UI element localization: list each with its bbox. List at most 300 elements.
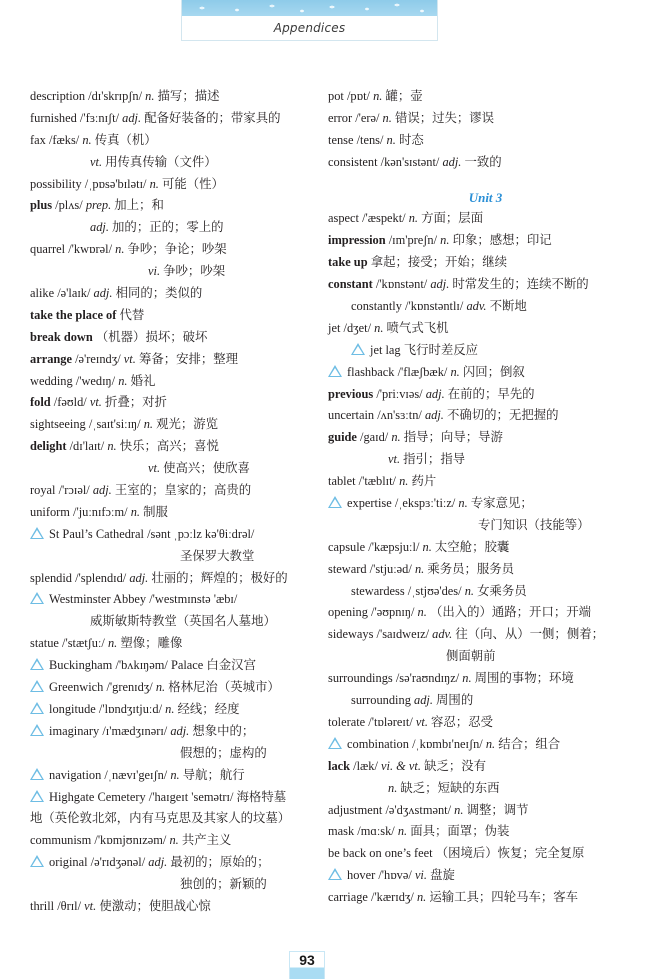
definition: （困境后）恢复；完全复原 (435, 846, 585, 861)
phonetic: /dɪ'skrɪpʃn/ (88, 89, 143, 103)
vocabulary-entry (30, 436, 320, 458)
unit-heading: Unit 3 (468, 189, 503, 205)
headword: longitude (49, 701, 96, 716)
definition: 地（英伦敦北郊，内有马克思及其家人的坟墓） (30, 811, 291, 826)
headword: plus (30, 198, 53, 213)
headword: opening (328, 605, 368, 620)
definition: 争吵；吵架 (163, 264, 226, 279)
part-of-speech: adj. (93, 286, 113, 301)
headword: error (328, 110, 353, 125)
definition: 专门知识（技能等） (478, 517, 590, 532)
vocabulary-entry (30, 480, 320, 502)
vocabulary-entry (30, 874, 320, 896)
vocabulary-entry (328, 537, 623, 559)
vocabulary-entry (30, 174, 320, 196)
definition: 筹备；安排；整理 (138, 351, 239, 366)
phonetic: /ˌkɒmbɪ'neɪʃn/ (412, 736, 483, 751)
definition: 飞行时差反应 (403, 342, 479, 357)
phonetic: /'kwɒrəl/ (68, 242, 113, 257)
part-of-speech: n. (397, 824, 408, 839)
phonetic: /ə'reɪndʒ/ (75, 351, 121, 366)
definition: 观光；游览 (156, 417, 219, 432)
phonetic: /'kɒmjʊnɪzəm/ (94, 833, 167, 848)
definition: 时态 (398, 132, 424, 147)
headword: imaginary (49, 723, 100, 738)
part-of-speech: adj. (424, 408, 444, 423)
vocabulary-entry (30, 392, 320, 414)
headword: uniform (30, 504, 70, 519)
part-of-speech: adj. (425, 386, 445, 401)
part-of-speech: n. (145, 89, 155, 103)
vocabulary-entry (30, 896, 320, 918)
definition: 太空舱；胶囊 (434, 539, 510, 554)
part-of-speech: n. (388, 780, 398, 795)
phonetic: /dʒet/ (343, 320, 372, 335)
definition: 制服 (143, 504, 168, 519)
part-of-speech: n. (417, 605, 427, 620)
phonetic: /pɒt/ (346, 89, 370, 103)
definition: 一致的 (464, 154, 502, 169)
headword: tablet (328, 474, 356, 489)
vocabulary-entry (328, 362, 623, 384)
part-of-speech: n. (130, 504, 140, 519)
page-number: 93 (299, 952, 315, 968)
vocabulary-entry (328, 274, 623, 296)
definition: 不断地 (489, 299, 527, 314)
part-of-speech: n. (454, 802, 464, 817)
headword: Highgate Cemetery (49, 789, 146, 804)
vocabulary-entry (30, 502, 320, 524)
vocabulary-entry (30, 349, 320, 371)
headword: jet (328, 320, 341, 335)
triangle-marker-icon (30, 702, 44, 714)
headword: arrange (30, 351, 72, 366)
definition: 罐；壶 (385, 89, 423, 103)
headword: statue (30, 636, 59, 651)
part-of-speech: vt. (415, 714, 428, 729)
spacer (328, 174, 623, 187)
headword: uncertain (328, 408, 375, 423)
headword: guide (328, 430, 357, 445)
triangle-marker-icon (30, 527, 44, 539)
headword: tolerate (328, 714, 366, 729)
vocabulary-entry (30, 195, 320, 217)
vocabulary-entry (328, 405, 623, 427)
part-of-speech: adj. (170, 723, 190, 738)
headword: capsule (328, 539, 366, 554)
vocabulary-entry (30, 261, 320, 283)
headword: take up (328, 255, 368, 270)
phonetic: /'bʌkɪŋəm/ (115, 658, 168, 673)
part-of-speech: vi. & vt. (381, 758, 421, 773)
vocabulary-entry (328, 493, 623, 515)
phonetic: /ˌekspɜː'tiːz/ (394, 496, 456, 511)
vocabulary-entry (30, 152, 320, 174)
part-of-speech: adj. (442, 154, 462, 169)
part-of-speech: adj. (430, 277, 450, 292)
phonetic: /ɪ'mædʒɪnərɪ/ (102, 723, 168, 738)
definition: 拿起；接受；开始；继续 (370, 255, 507, 270)
triangle-marker-icon (328, 737, 342, 749)
vocabulary-entry (328, 86, 623, 108)
headword: fax (30, 132, 46, 147)
vocabulary-entry (328, 252, 623, 274)
part-of-speech: vi. (148, 264, 161, 279)
part-of-speech: n. (115, 242, 125, 257)
definition: 用传真传输（文件） (105, 154, 217, 169)
phonetic: /'stætʃuː/ (62, 636, 105, 651)
headword: sightseeing (30, 417, 86, 432)
headword: jet lag (370, 342, 401, 357)
part-of-speech: adj. (122, 110, 142, 125)
phonetic: /'lɒndʒɪtjuːd/ (98, 701, 163, 716)
definition: 往（向、从）一侧；侧着； (455, 627, 604, 642)
part-of-speech: n. (450, 364, 460, 379)
definition: 代替 (119, 307, 145, 322)
vocabulary-entry (328, 756, 623, 778)
definition: 传真（机） (94, 132, 157, 147)
vocabulary-entry (30, 327, 320, 349)
triangle-marker-icon (30, 768, 44, 780)
vocabulary-column-left (30, 86, 320, 918)
phonetic: /sə'raʊndɪŋz/ (395, 671, 460, 686)
headword: wedding (30, 373, 73, 388)
headword: alike (30, 286, 55, 301)
triangle-marker-icon (30, 658, 44, 670)
headword: St Paul’s Cathedral (49, 526, 144, 541)
vocabulary-entry (328, 800, 623, 822)
headword: surroundings (328, 671, 393, 686)
definition: 运输工具；四轮马车；客车 (429, 890, 579, 905)
headword: thrill (30, 898, 55, 913)
vocabulary-entry (328, 318, 623, 340)
vocabulary-entry (328, 471, 623, 493)
definition: 乘务员；服务员 (427, 561, 515, 576)
headword: steward (328, 561, 367, 576)
definition: 婚礼 (130, 373, 156, 388)
vocabulary-entry (328, 734, 623, 756)
part-of-speech: n. (143, 417, 154, 432)
vocabulary-entry (30, 239, 320, 261)
vocabulary-entry (30, 524, 320, 546)
vocabulary-entry (328, 602, 623, 624)
definition: 周围的 (436, 693, 474, 708)
vocabulary-entry (328, 152, 623, 174)
phonetic: /'rɔɪəl/ (58, 483, 90, 498)
phonetic: /tens/ (356, 132, 384, 147)
phonetic: /fəʊld/ (53, 395, 87, 410)
definition: 面具；面罩；伪装 (410, 824, 510, 839)
headword: constantly (351, 299, 402, 314)
definition: 方面；层面 (421, 211, 484, 226)
part-of-speech: vt. (388, 452, 401, 467)
definition: 想象中的； (192, 723, 255, 738)
headword: expertise (347, 496, 392, 511)
vocabulary-entry (328, 208, 623, 230)
part-of-speech: vt. (123, 351, 136, 366)
vocabulary-entry (30, 305, 320, 327)
vocabulary-column-right (328, 86, 623, 909)
page-header-banner (181, 0, 438, 41)
definition: 塑像；雕像 (120, 636, 183, 651)
vocabulary-entry (328, 130, 623, 152)
vocabulary-entry (328, 646, 623, 668)
definition: 可能（性） (161, 176, 224, 191)
vocabulary-entry (30, 130, 320, 152)
section-title: Appendices (273, 21, 346, 35)
headword: aspect (328, 211, 359, 226)
vocabulary-entry (30, 655, 320, 677)
phonetic: /'erə/ (355, 110, 380, 125)
vocabulary-entry (328, 581, 623, 603)
vocabulary-entry (30, 743, 320, 765)
definition: （出入的）通路；开口；开端 (429, 605, 592, 620)
headword: consistent (328, 154, 378, 169)
part-of-speech: vt. (90, 154, 103, 169)
definition: 指导；向导；导游 (403, 430, 503, 445)
headword: Buckingham (49, 658, 113, 673)
definition: 缺乏；短缺的东西 (400, 780, 500, 795)
definition: 使激动；使胆战心惊 (99, 898, 211, 913)
phonetic: /kən'sɪstənt/ (380, 154, 440, 169)
vocabulary-entry (30, 589, 320, 611)
vocabulary-entry (328, 712, 623, 734)
part-of-speech: n. (107, 636, 118, 651)
headword: impression (328, 233, 386, 248)
phonetic: /'fɜːnɪʃt/ (79, 110, 120, 125)
phonetic: /ˌstjʊə'des/ (407, 583, 462, 598)
vocabulary-entry (328, 690, 623, 712)
headword: previous (328, 386, 374, 401)
phonetic: /mɑːsk/ (357, 824, 395, 839)
headword: Westminster Abbey (49, 592, 147, 607)
phonetic: /'wedɪŋ/ (75, 373, 116, 388)
definition: 共产主义 (181, 833, 232, 848)
part-of-speech: n. (386, 132, 396, 147)
part-of-speech: vi. (414, 868, 427, 883)
definition: 加的；正的；零上的 (112, 220, 224, 235)
definition: 加上；和 (114, 198, 164, 213)
phonetic: /'haɪgeɪt 'semətrɪ/ (148, 789, 234, 804)
phonetic: /ˌnævɪ'geɪʃn/ (104, 767, 168, 782)
part-of-speech: adj. (92, 483, 112, 498)
headword: adjustment (328, 802, 383, 817)
vocabulary-entry (30, 852, 320, 874)
part-of-speech: adj. (90, 220, 109, 235)
definition: 导航；航行 (182, 767, 245, 782)
phonetic: /ə'laɪk/ (57, 286, 91, 301)
definition: 错误；过失；谬误 (394, 110, 495, 125)
phonetic: /'saɪdweɪz/ (376, 627, 430, 642)
definition: 女乘务员 (477, 583, 527, 598)
definition: 王室的；皇家的；高贵的 (114, 483, 252, 498)
headword: take the place of (30, 307, 117, 322)
vocabulary-entry (328, 515, 623, 537)
vocabulary-entry (30, 721, 320, 743)
part-of-speech: adv. (432, 627, 453, 642)
vocabulary-entry (30, 787, 320, 809)
vocabulary-entry (328, 821, 623, 843)
definition: 假想的；虚构的 (180, 745, 267, 760)
headword: tense (328, 132, 354, 147)
phonetic: /læk/ (353, 758, 378, 773)
vocabulary-entry (328, 887, 623, 909)
triangle-marker-icon (30, 724, 44, 736)
headword: break down (30, 329, 93, 344)
definition: 闪回；倒叙 (462, 364, 525, 379)
vocabulary-entry (328, 340, 623, 362)
headword: possibility (30, 176, 82, 191)
phonetic: /'kærɪdʒ/ (371, 890, 414, 905)
headword: lack (328, 758, 351, 773)
phonetic: /'tɒləreɪt/ (368, 714, 413, 729)
triangle-marker-icon (328, 365, 342, 377)
part-of-speech: n. (462, 671, 472, 686)
part-of-speech: n. (373, 89, 383, 103)
triangle-marker-icon (30, 680, 44, 692)
vocabulary-entry (328, 230, 623, 252)
phonetic: /'æspekt/ (362, 211, 406, 226)
headword: Greenwich (49, 680, 104, 695)
part-of-speech: n. (391, 430, 401, 445)
headword: description (30, 89, 86, 103)
headword: mask (328, 824, 355, 839)
phonetic: /'grenɪdʒ/ (106, 680, 153, 695)
headword: communism (30, 833, 92, 848)
part-of-speech: vt. (89, 395, 102, 410)
vocabulary-entry (30, 830, 320, 852)
definition: 时常发生的；连续不断的 (452, 277, 589, 292)
headword: fold (30, 395, 51, 410)
definition: 描写；描述 (157, 89, 220, 103)
vocabulary-entry (30, 568, 320, 590)
part-of-speech: n. (464, 583, 474, 598)
phonetic: /ə'dʒʌstmənt/ (385, 802, 452, 817)
headword: combination (347, 736, 409, 751)
part-of-speech: prep. (85, 198, 112, 213)
part-of-speech: adv. (466, 299, 487, 314)
phonetic: /sənt ˌpɔːlz kə'θiːdrəl/ (147, 526, 255, 541)
part-of-speech: vt. (148, 461, 161, 476)
part-of-speech: n. (440, 233, 450, 248)
phonetic: /'westmɪnstə 'æbɪ/ (149, 592, 238, 607)
headword: delight (30, 439, 67, 454)
part-of-speech: n. (82, 132, 92, 147)
part-of-speech: n. (485, 736, 496, 751)
part-of-speech: n. (155, 680, 166, 695)
definition: 海格特墓 (236, 789, 287, 804)
vocabulary-entry (30, 371, 320, 393)
phonetic: /'splendɪd/ (75, 570, 127, 585)
part-of-speech: n. (414, 561, 425, 576)
definition: 威斯敏斯特教堂（英国名人墓地） (90, 614, 276, 629)
phonetic: /θrɪl/ (57, 898, 82, 913)
definition: 圣保罗大教堂 (180, 548, 255, 563)
triangle-marker-icon (30, 592, 44, 604)
definition: 专家意见； (470, 496, 533, 511)
vocabulary-entry (328, 865, 623, 887)
phonetic: /ʌn'sɜːtn/ (377, 408, 422, 423)
headword: be back on one’s feet (328, 846, 433, 861)
definition: 结合；组合 (498, 736, 561, 751)
phonetic: /'kɒnstənt/ (375, 277, 428, 292)
definition: 调整；调节 (466, 802, 529, 817)
vocabulary-entry (328, 668, 623, 690)
part-of-speech: adj. (148, 855, 168, 870)
headword: furnished (30, 110, 77, 125)
phonetic: /ə'rɪdʒənəl/ (90, 855, 146, 870)
part-of-speech: n. (107, 439, 117, 454)
phonetic: /'kæpsjuːl/ (368, 539, 420, 554)
vocabulary-entry (30, 677, 320, 699)
vocabulary-entry (30, 86, 320, 108)
definition: 指引；指导 (403, 452, 466, 467)
vocabulary-entry (328, 624, 623, 646)
definition: 争吵；争论；吵架 (127, 242, 227, 257)
phonetic: /'tæblɪt/ (358, 474, 396, 489)
phonetic: /'juːnɪfɔːm/ (73, 504, 128, 519)
definition: 在前的；早先的 (447, 386, 535, 401)
headword: carriage (328, 890, 368, 905)
vocabulary-entry (30, 217, 320, 239)
definition: 壮丽的；辉煌的；极好的 (151, 570, 288, 585)
part-of-speech: n. (416, 890, 427, 905)
part-of-speech: n. (149, 176, 159, 191)
definition: 印象；感想；印记 (452, 233, 552, 248)
vocabulary-entry (328, 559, 623, 581)
vocabulary-entry (30, 458, 320, 480)
phonetic: /ˌpɒsə'bɪlətɪ/ (84, 176, 147, 191)
triangle-marker-icon (30, 855, 44, 867)
vocabulary-entry (328, 778, 623, 800)
headword: original (49, 855, 88, 870)
headword: pot (328, 89, 344, 103)
definition: Palace 白金汉宫 (170, 658, 256, 673)
triangle-marker-icon (351, 343, 365, 355)
definition: 最初的；原始的； (170, 855, 270, 870)
phonetic: /'flæʃbæk/ (397, 364, 448, 379)
part-of-speech: n. (382, 110, 392, 125)
headword: navigation (49, 767, 102, 782)
headword: constant (328, 277, 373, 292)
vocabulary-entry (328, 843, 623, 865)
vocabulary-entry (328, 108, 623, 130)
definition: 快乐；高兴；喜悦 (119, 439, 219, 454)
triangle-marker-icon (328, 868, 342, 880)
part-of-speech: n. (408, 211, 419, 226)
phonetic: /'priːvɪəs/ (376, 386, 423, 401)
definition: 喷气式飞机 (386, 320, 449, 335)
headword: stewardess (351, 583, 405, 598)
phonetic: /'stjuːəd/ (369, 561, 412, 576)
triangle-marker-icon (30, 790, 44, 802)
phonetic: /ɪm'preʃn/ (388, 233, 438, 248)
definition: 独创的；新颖的 (180, 877, 267, 892)
definition: （机器）损坏；破坏 (95, 329, 208, 344)
definition: 药片 (411, 474, 437, 489)
part-of-speech: n. (118, 373, 128, 388)
phonetic: /plʌs/ (55, 198, 83, 213)
phonetic: /'əʊpnɪŋ/ (371, 605, 415, 620)
definition: 不确切的；无把握的 (447, 408, 559, 423)
definition: 容忍；忍受 (431, 714, 493, 729)
vocabulary-entry (328, 296, 623, 318)
triangle-marker-icon (328, 496, 342, 508)
definition: 周围的事物；环境 (474, 671, 574, 686)
phonetic: /gaɪd/ (360, 430, 389, 445)
definition: 配备好装备的；带家具的 (144, 110, 281, 125)
headword: sideways (328, 627, 374, 642)
